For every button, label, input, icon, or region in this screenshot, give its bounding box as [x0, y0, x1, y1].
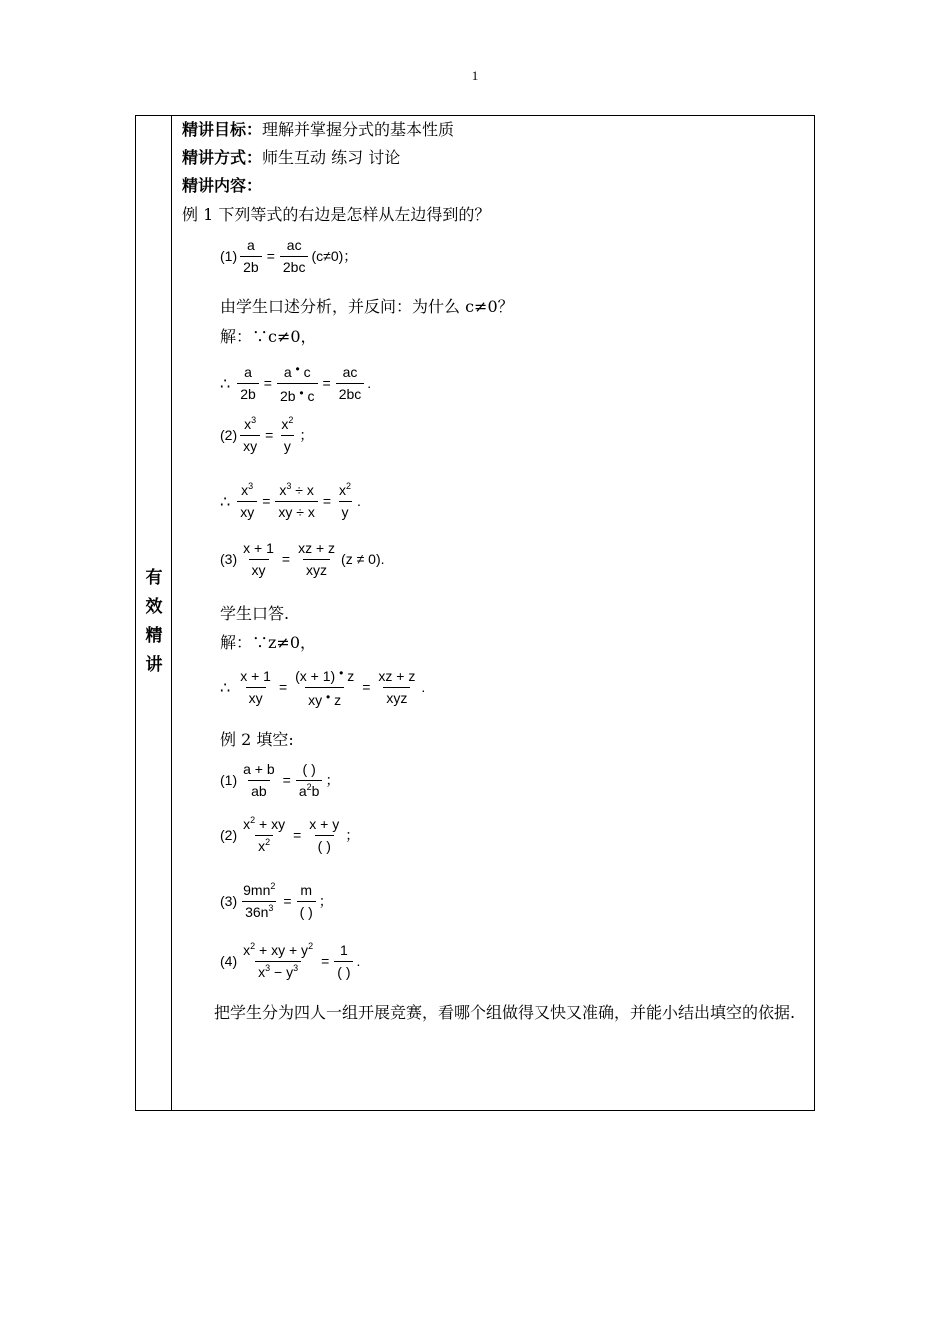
method-label: 精讲方式：	[182, 148, 263, 167]
fraction	[306, 816, 342, 855]
numerator	[240, 942, 316, 961]
denominator: 2bc	[336, 383, 365, 403]
base: x	[258, 837, 266, 854]
fraction	[237, 482, 257, 521]
fraction	[292, 666, 357, 709]
numerator: x + 1	[240, 668, 271, 684]
period: .	[357, 493, 361, 510]
fraction	[336, 364, 365, 403]
fraction	[277, 362, 318, 405]
equals-sign: =	[263, 375, 272, 392]
period: .	[421, 679, 426, 696]
fraction	[240, 416, 260, 455]
denominator	[296, 780, 323, 800]
exponent: 2	[265, 836, 271, 847]
equals-sign: =	[265, 427, 274, 444]
method-line	[182, 145, 400, 168]
therefore-symbol: ∴	[220, 373, 231, 393]
denominator: 2bc	[280, 256, 309, 276]
denominator: xy	[249, 559, 269, 579]
exponent: 2	[308, 941, 314, 951]
fraction	[240, 882, 278, 921]
denominator: xy ÷ x	[275, 501, 317, 521]
ex1-q2-equation	[220, 416, 313, 455]
term: + xy	[259, 816, 286, 832]
equals-sign: =	[278, 679, 288, 696]
base: 36n	[245, 903, 269, 920]
fraction	[295, 540, 338, 579]
exponent: 2	[288, 415, 294, 425]
goal-label: 精讲目标：	[182, 120, 263, 139]
base: a	[298, 782, 307, 799]
factor: z	[347, 668, 355, 684]
fraction	[237, 364, 259, 403]
example2-title: 例 2 填空:	[220, 730, 294, 749]
ex1-q3-label: (3)	[220, 551, 238, 568]
numerator	[281, 362, 314, 383]
factor: a	[283, 364, 292, 380]
exponent: 2	[346, 481, 352, 491]
section-label-char: 效	[145, 597, 163, 617]
equals-sign: =	[321, 953, 330, 970]
fraction	[334, 942, 353, 981]
equals-sign: =	[282, 772, 291, 789]
content-label: 精讲内容：	[182, 176, 263, 195]
therefore-symbol: ∴	[220, 677, 231, 697]
denominator: xy	[237, 501, 257, 521]
section-label-char: 精	[145, 626, 163, 646]
numerator: ac	[286, 237, 302, 253]
ex2-q3-equation	[220, 882, 333, 921]
denominator: 2b	[237, 383, 259, 403]
ex1-answer: 学生口答.	[220, 604, 290, 623]
ex2-q4-label: (4)	[220, 953, 238, 970]
dot-operator: •	[326, 689, 331, 704]
base: x	[258, 963, 266, 980]
section-label	[136, 564, 172, 680]
equals-sign: =	[362, 679, 371, 696]
base: x	[244, 416, 252, 432]
ex2-q2-equation	[220, 816, 359, 855]
exponent: 2	[250, 815, 256, 825]
exponent: 2	[306, 781, 312, 792]
numerator: a + b	[243, 761, 275, 777]
equals-sign: =	[266, 248, 275, 265]
dot-operator: •	[295, 362, 300, 376]
lesson-table	[135, 115, 815, 1111]
numerator: ac	[342, 364, 358, 380]
ex2-q1-equation	[220, 761, 339, 800]
semicolon: ；	[345, 827, 360, 844]
numerator: a	[247, 237, 255, 253]
blank-denominator: ( )	[334, 961, 353, 981]
exponent: 3	[251, 415, 257, 425]
term: − y	[274, 963, 294, 980]
ex1-step3-equation	[220, 666, 425, 709]
therefore-symbol: ∴	[220, 491, 231, 511]
numerator	[278, 416, 296, 435]
goal-text: 理解并掌握分式的基本性质	[262, 120, 455, 139]
exponent: 3	[265, 962, 271, 973]
denominator: xy	[240, 435, 260, 455]
exponent: 3	[248, 481, 254, 491]
ex1-q2-label: (2)	[220, 427, 238, 444]
numerator	[292, 666, 357, 687]
term: b	[311, 782, 320, 799]
fraction	[240, 816, 288, 855]
method-text: 师生互动 练习 讨论	[262, 148, 401, 167]
fraction	[297, 882, 316, 921]
factor: xy	[308, 691, 323, 708]
numerator: x + 1	[243, 540, 274, 556]
term: ÷ x	[295, 482, 314, 498]
denominator	[305, 687, 344, 709]
fraction	[278, 416, 296, 455]
ex1-step2-equation	[220, 482, 361, 521]
base: 9mn	[243, 882, 271, 898]
fraction	[375, 668, 418, 707]
ex1-q3-equation	[220, 540, 385, 579]
fraction	[275, 482, 317, 521]
ex1-analysis: 由学生口述分析，并反问：为什么 c≠0？	[220, 297, 514, 316]
equals-sign: =	[281, 551, 291, 568]
period: .	[356, 953, 361, 970]
denominator	[255, 835, 273, 855]
blank-denominator: ( )	[297, 901, 316, 921]
denominator: ab	[248, 780, 270, 800]
equals-sign: =	[322, 493, 332, 510]
fraction	[240, 942, 316, 981]
closing-paragraph: 把学生分为四人一组开展竞赛，看哪个组做得又快又准确，并能小结出填空的依据.	[214, 1003, 796, 1022]
fraction	[240, 761, 278, 800]
exponent: 2	[270, 881, 276, 891]
denominator: xy	[246, 687, 266, 707]
numerator	[241, 416, 259, 435]
goal-line	[182, 117, 454, 140]
fraction	[237, 668, 274, 707]
numerator: xz + z	[298, 540, 336, 556]
denominator: xyz	[303, 559, 330, 579]
numerator	[240, 882, 278, 901]
factor: 2b	[279, 387, 296, 404]
base: x	[279, 482, 287, 498]
factor: z	[334, 691, 342, 708]
fraction	[336, 482, 354, 521]
numerator	[238, 482, 256, 501]
numerator	[276, 482, 316, 501]
section-label-char: 有	[145, 568, 163, 588]
term: + xy + y	[259, 942, 309, 958]
denominator: y	[339, 501, 352, 521]
semicolon: ；	[318, 893, 333, 910]
section-label-char: 讲	[145, 655, 163, 675]
period: .	[367, 375, 372, 392]
equals-sign: =	[293, 827, 302, 844]
denominator: 2b	[240, 256, 262, 276]
equals-sign: =	[262, 493, 271, 510]
denominator	[255, 961, 301, 981]
exponent: 3	[293, 962, 299, 973]
equals-sign: =	[283, 893, 292, 910]
base: x	[339, 482, 347, 498]
ex1-solution1: 解：∵c≠0，	[220, 327, 317, 346]
base: x	[281, 416, 289, 432]
ex1-solution3: 解：∵z≠0，	[220, 633, 317, 652]
exponent: 3	[286, 481, 292, 491]
denominator: y	[281, 435, 294, 455]
blank-denominator: ( )	[315, 835, 334, 855]
ex1-q1-lhs	[240, 237, 262, 276]
section-label-cell	[136, 116, 172, 1110]
ex1-q1-equation	[220, 237, 357, 276]
exponent: 2	[250, 941, 256, 951]
blank-numerator: ( )	[302, 761, 316, 777]
ex2-q1-label: (1)	[220, 772, 238, 789]
ex2-q2-label: (2)	[220, 827, 238, 844]
ex1-q1-rhs	[280, 237, 309, 276]
semicolon: ；	[325, 772, 340, 789]
example1-title: 例 1 下列等式的右边是怎样从左边得到的？	[182, 205, 491, 224]
page-number: 1	[471, 68, 479, 83]
exponent: 3	[268, 902, 274, 913]
numerator: xz + z	[378, 668, 416, 684]
ex1-q3-condition: (z ≠ 0).	[341, 551, 385, 568]
denominator	[242, 901, 276, 921]
ex2-q4-equation	[220, 942, 360, 981]
dot-operator: •	[299, 385, 304, 400]
fraction	[296, 761, 323, 800]
ex1-q1-label: (1)	[220, 248, 238, 265]
numerator: 1	[339, 942, 348, 958]
ex1-step1-equation	[220, 362, 371, 405]
ex2-q3-label: (3)	[220, 893, 238, 910]
factor: (x + 1)	[295, 668, 336, 684]
fraction	[240, 540, 277, 579]
numerator	[240, 816, 288, 835]
dot-operator: •	[339, 666, 344, 680]
base: x	[243, 816, 251, 832]
ex1-q1-condition: (c≠0)；	[311, 248, 358, 265]
semicolon: ；	[299, 427, 314, 444]
equals-sign: =	[322, 375, 331, 392]
base: x	[241, 482, 249, 498]
denominator	[277, 383, 318, 405]
numerator: a	[244, 364, 252, 380]
numerator: m	[300, 882, 312, 898]
denominator: xyz	[383, 687, 410, 707]
base: x	[243, 942, 251, 958]
numerator: x + y	[309, 816, 340, 832]
factor: c	[303, 364, 311, 380]
numerator	[336, 482, 354, 501]
factor: c	[307, 387, 315, 404]
